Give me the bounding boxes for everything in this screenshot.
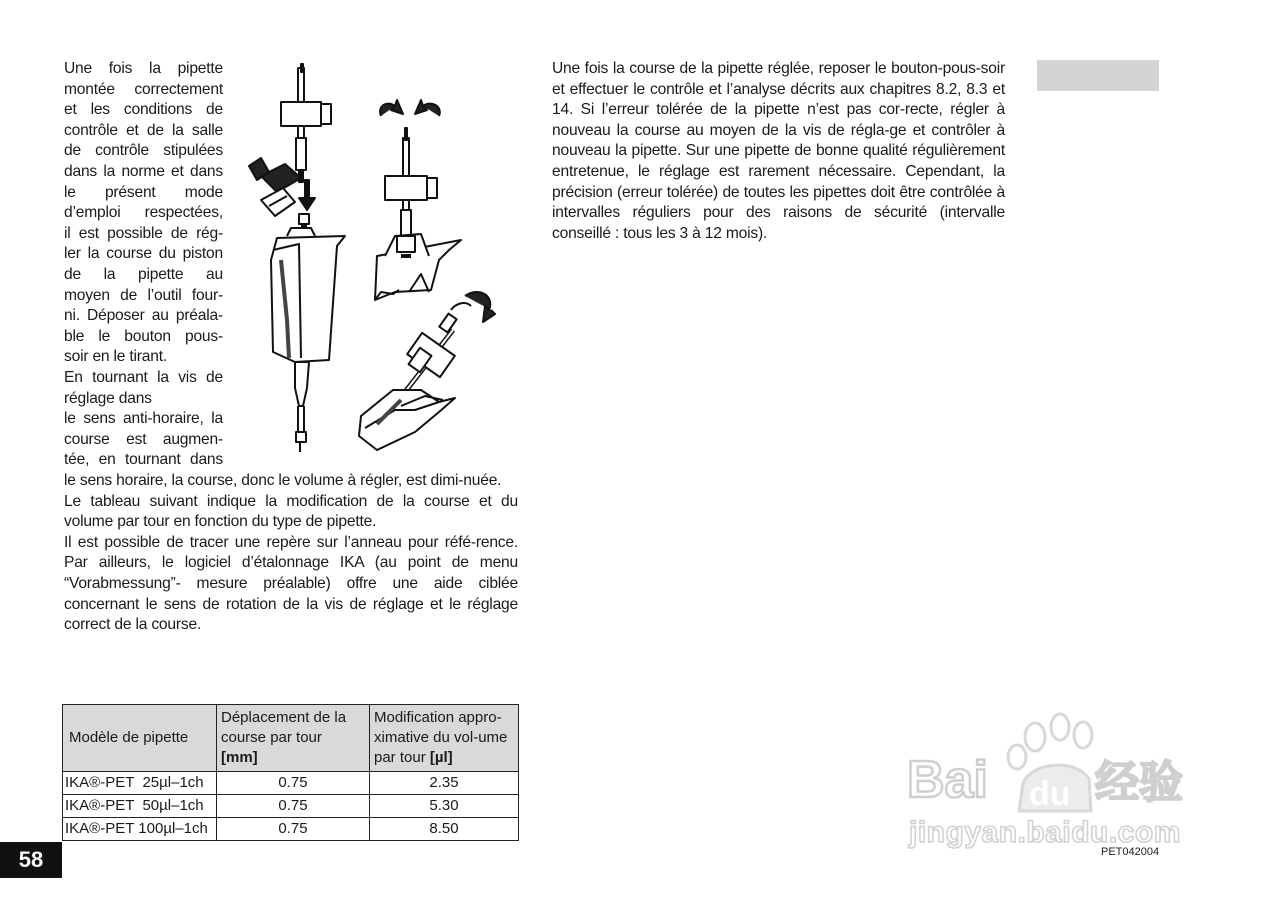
header-model: Modèle de pipette — [63, 705, 217, 772]
watermark-brand-cn: 经验 — [1095, 757, 1183, 808]
text-line: dans la norme et dans — [64, 162, 223, 180]
table-header-row — [63, 705, 519, 772]
cell-volume: 8.50 — [370, 818, 519, 841]
header-volume: Modification appro-ximative du vol-ume par tour [µl] — [370, 705, 519, 772]
left-wrapped-text — [64, 59, 223, 471]
text-line: ble le bouton pous- — [64, 327, 223, 345]
text-line: réglage dans — [64, 389, 152, 407]
pipette-adjustment-illustration — [225, 60, 525, 460]
pipette-stroke-table — [62, 704, 519, 841]
text-line: d’emploi respectées, — [64, 204, 223, 222]
paragraph: Il est possible de tracer une repère sur l’anneau pour réfé-rence. Par ailleurs, le logiciel d’étalonnage IKA (au point de menu “Vorabmessung”- mesure préalable) offre une aide ciblée concernant le sens de rotation de la vis de réglage et le réglage correct de la course. — [64, 533, 518, 634]
table-row — [63, 818, 519, 841]
table-row — [63, 795, 519, 818]
page-number: 58 — [0, 842, 62, 878]
text-line: moyen de l’outil four- — [64, 286, 223, 304]
watermark-url: jingyan.baidu.com — [909, 816, 1181, 849]
text-line: soir en le tirant. — [64, 348, 168, 366]
watermark-brand: Bai — [907, 751, 988, 809]
text-line: il est possible de rég- — [64, 224, 223, 242]
cell-model: IKA®-PET 50µl–1ch — [63, 795, 217, 818]
cell-displacement: 0.75 — [217, 772, 370, 795]
paragraph: Le tableau suivant indique la modification de la course et du volume par tour en fonction du type de pipette. — [64, 492, 518, 531]
text-line: course est augmen- — [64, 430, 223, 448]
text-line: En tournant la vis de — [64, 368, 223, 386]
cell-model: IKA®-PET 100µl–1ch — [63, 818, 217, 841]
paragraph: le sens horaire, la course, donc le volume à régler, est dimi-nuée. — [64, 472, 502, 489]
document-code: PET042004 — [1101, 846, 1160, 858]
text-line: ni. Déposer au préala- — [64, 307, 223, 325]
cell-volume: 2.35 — [370, 772, 519, 795]
cell-displacement: 0.75 — [217, 818, 370, 841]
left-body-text — [64, 471, 518, 636]
watermark-brand-paw: du — [1029, 775, 1071, 813]
text-line: de contrôle stipulées — [64, 142, 223, 160]
text-line: le présent mode — [64, 183, 223, 201]
cell-model: IKA®-PET 25µl–1ch — [63, 772, 217, 795]
text-line: montée correctement — [64, 80, 223, 98]
text-line: ler la course du piston — [64, 245, 223, 263]
right-body-text — [552, 59, 1005, 244]
text-line: contrôle et de la salle — [64, 121, 223, 139]
section-tab-marker — [1037, 60, 1159, 91]
text-line: de la pipette au — [64, 265, 223, 283]
text-line: le sens anti-horaire, la — [64, 410, 223, 428]
cell-volume: 5.30 — [370, 795, 519, 818]
header-displacement: Déplacement de la course par tour [mm] — [217, 705, 370, 772]
cell-displacement: 0.75 — [217, 795, 370, 818]
text-line: Une fois la pipette — [64, 60, 223, 77]
paragraph: Une fois la course de la pipette réglée, reposer le bouton-pous-soir et effectuer le contrôle et l’analyse décrits aux chapitres 8.2, 8.3 et 14. Si l’erreur tolérée de la pipette n’est pas cor-recte, régler à nouveau la course au moyen de la vis de régla-ge et contrôler à nouveau la pipette. Sur une pipette de bonne qualité régulièrement entretenue, le réglage est rarement nécessaire. Cependant, la précision (erreur tolérée) de toutes les pipettes doit être contrôlée à intervalles réguliers pour des raisons de sécurité (intervalle conseillé : tous les 3 à 12 mois). — [552, 60, 1005, 242]
baidu-jingyan-watermark — [905, 705, 1205, 855]
table-row — [63, 772, 519, 795]
text-line: et les conditions de — [64, 101, 223, 119]
text-line: tée, en tournant dans — [64, 451, 223, 469]
